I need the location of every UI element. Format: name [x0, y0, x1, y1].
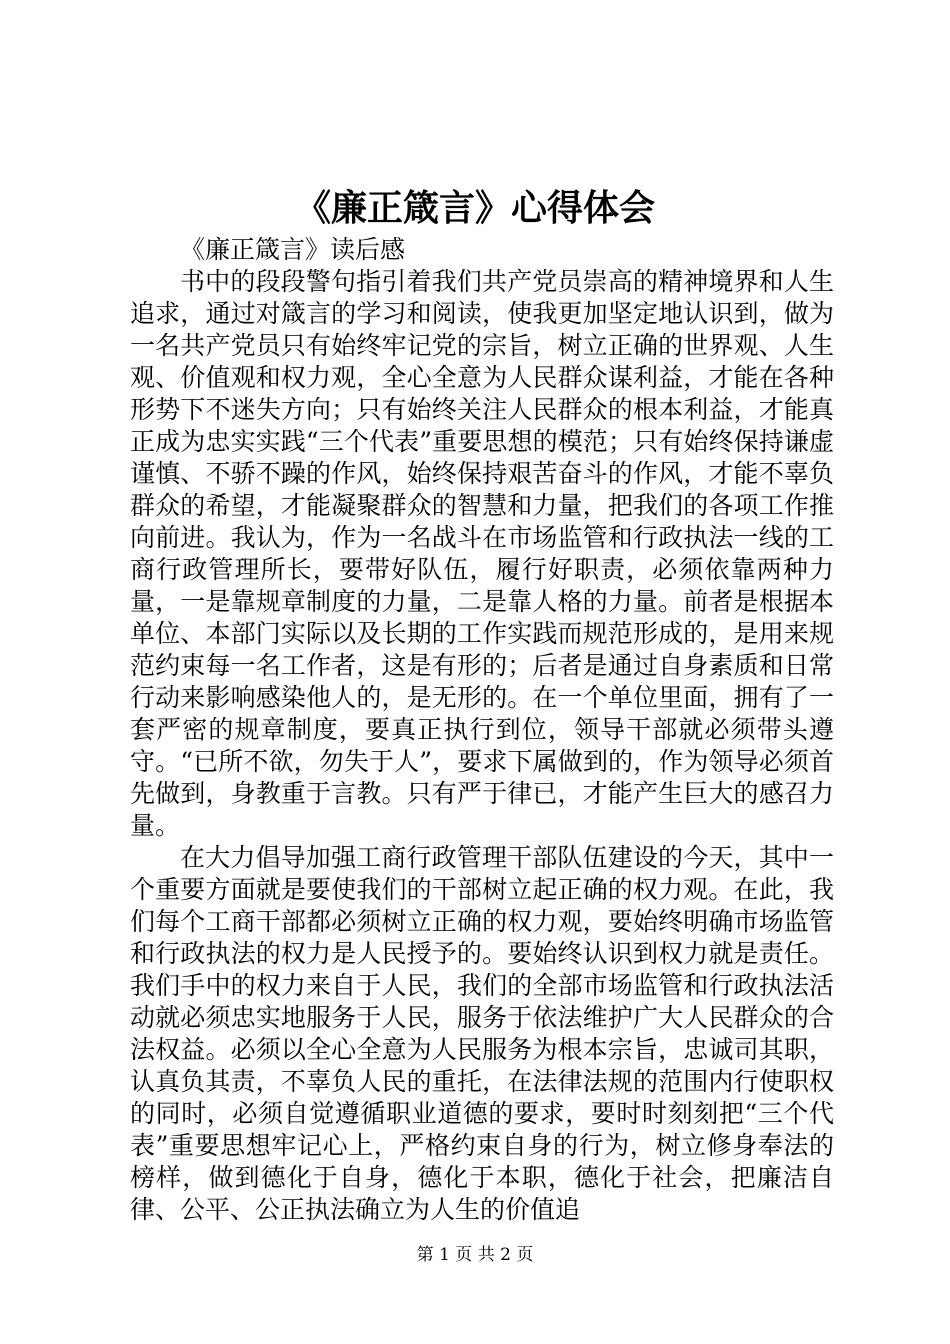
- page-footer: 第 1 页 共 2 页: [416, 1245, 534, 1265]
- paragraph-1: 书中的段段警句指引着我们共产党员崇高的精神境界和人生追求，通过对箴言的学习和阅读，使我更加坚定地认识到，做为一名共产党员只有始终牢记党的宗旨，树立正确的世界观、人生观、价值观和权力观，全心全意为人民群众谋利益，才能在各种形势下不迷失方向；只有始终关注人民群众的根本利益，才能真正成为忠实实践“三个代表”重要思想的模范；只有始终保持谦虚谨慎、不骄不躁的作风，始终保持艰苦奋斗的作风，才能不辜负群众的希望，才能凝聚群众的智慧和力量，把我们的各项工作推向前进。我认为，作为一名战斗在市场监管和行政执法一线的工商行政管理所长，要带好队伍，履行好职责，必须依靠两种力量，一是靠规章制度的力量，二是靠人格的力量。前者是根据本单位、本部门实际以及长期的工作实践而规范形成的，是用来规范约束每一名工作者，这是有形的；后者是通过自身素质和日常行动来影响感染他人的，是无形的。在一个单位里面，拥有了一套严密的规章制度，要真正执行到位，领导干部就必须带头遵守。“已所不欲，勿失于人”，要求下属做到的，作为领导必须首先做到，身教重于言教。只有严于律已，才能产生巨大的感召力量。: [130, 267, 834, 840]
- paragraph-2: 在大力倡导加强工商行政管理干部队伍建设的今天，其中一个重要方面就是要使我们的干部树立起正确的权力观。在此，我们每个工商干部都必须树立正确的权力观，要始终明确市场监管和行政执法的权力是人民授予的。要始终认识到权力就是责任。我们手中的权力来自于人民，我们的全部市场监管和行政执法活动就必须忠实地服务于人民，服务于依法维护广大人民群众的合法权益。必须以全心全意为人民服务为根本宗旨，忠诚司其职，认真负其责，不辜负人民的重托，在法律法规的范围内行使职权的同时，必须自觉遵循职业道德的要求，要时时刻刻把“三个代表”重要思想牢记心上，严格约束自身的行为，树立修身奉法的榜样，做到德化于自身，德化于本职，德化于社会，把廉洁自律、公平、公正执法确立为人生的价值追: [130, 843, 834, 1224]
- document-body: [130, 234, 834, 1226]
- document-subtitle: 《廉正箴言》读后感: [180, 235, 406, 264]
- document-title: 《廉正箴言》心得体会: [294, 187, 655, 229]
